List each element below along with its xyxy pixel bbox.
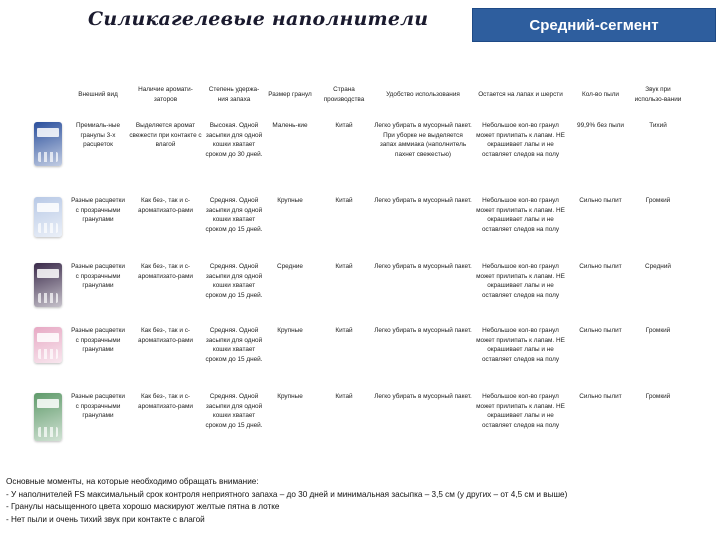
cell-odor-control: Средняя. Одной засыпки для одной кошки хватает сроком до 15 дней. (205, 197, 263, 233)
cell-country: Китай (335, 263, 353, 270)
cell-fragrance: Как без-, так и с-ароматизато-рами (138, 263, 193, 280)
cell-fragrance: Как без-, так и с-ароматизато-рами (138, 327, 193, 344)
cell-odor-control: Высокая. Одной засыпки для одной кошки хватает сроком до 30 дней. (205, 122, 263, 158)
header-odor-control: Степень удержа-ния запаха (208, 86, 260, 103)
note-item: - Гранулы насыщенного цвета хорошо маскируют желтые пятна в лотке (6, 502, 280, 511)
cell-appearance: Разные расцветки с прозрачными гранулами (71, 263, 125, 290)
cell-granule-size: Крупные (277, 197, 303, 204)
cell-tracking: Небольшое кол-во гранул может прилипать к лапам. НЕ окрашивает лапы и не оставляет следов на полу (476, 327, 565, 363)
comparison-table (28, 70, 716, 465)
segment-banner: Средний-сегмент (472, 8, 716, 42)
light-package-icon (34, 197, 62, 237)
product-image-cell (28, 391, 68, 465)
pink-package-icon (34, 327, 62, 363)
cell-fragrance: Выделяется аромат свежести при контакте с влагой (129, 122, 202, 149)
cell-granule-size: Средние (277, 263, 303, 270)
cell-convenience: Легко убирать в мусорный пакет. (374, 327, 472, 334)
cell-appearance: Премиаль-ные гранулы 3-х расцветок (75, 122, 121, 149)
cell-granule-size: Крупные (277, 393, 303, 400)
cell-odor-control: Средняя. Одной засыпки для одной кошки хватает сроком до 15 дней. (205, 263, 263, 299)
header-convenience: Удобство использования (386, 91, 460, 99)
header-dust: Кол-во пыли (582, 91, 619, 99)
cell-sound: Громкий (645, 327, 671, 334)
cell-sound: Громкий (645, 197, 671, 204)
product-image-cell (28, 195, 68, 261)
cell-sound: Средний (645, 263, 671, 270)
cell-dust: Сильно пылит (579, 393, 622, 400)
product-image-cell (28, 261, 68, 325)
cell-dust: 99,9% без пыли (577, 122, 624, 129)
note-item: - Нет пыли и очень тихий звук при контакте с влагой (6, 514, 205, 524)
cell-country: Китай (335, 327, 353, 334)
cell-odor-control: Средняя. Одной засыпки для одной кошки хватает сроком до 15 дней. (205, 393, 263, 429)
green-package-icon (34, 393, 62, 441)
note-item: - У наполнителей FS максимальный срок контроля неприятного запаха – до 30 дней и минимальная засыпка – 3,5 см (у других – от 4,5 см и выше) (6, 489, 568, 499)
cell-country: Китай (335, 393, 353, 400)
product-image-cell (28, 325, 68, 391)
notes-block (6, 476, 716, 526)
cell-country: Китай (335, 122, 353, 129)
cell-tracking: Небольшое кол-во гранул может прилипать к лапам. НЕ окрашивает лапы и не оставляет следов на полу (476, 197, 565, 233)
blue-package-icon (34, 122, 62, 166)
cell-tracking: Небольшое кол-во гранул может прилипать к лапам. НЕ окрашивает лапы и не оставляет следов на полу (476, 393, 565, 429)
cell-appearance: Разные расцветки с прозрачными гранулами (71, 327, 125, 354)
header-granule-size: Размер гранул (268, 91, 312, 99)
page-title: Силикагелевые наполнители (88, 8, 429, 30)
cell-sound: Громкий (645, 393, 671, 400)
cell-dust: Сильно пылит (579, 197, 622, 204)
cell-appearance: Разные расцветки с прозрачными гранулами (71, 197, 125, 224)
header-tracking: Остается на лапах и шерсти (478, 91, 563, 99)
header-fragrance: Наличие аромати-заторов (138, 86, 193, 103)
header-appearance: Внешний вид (78, 91, 118, 99)
cell-convenience: Легко убирать в мусорный пакет. При уборке не выделяется запах аммиака (наполнитель пахнет свежестью) (374, 122, 472, 158)
cell-fragrance: Как без-, так и с-ароматизато-рами (138, 197, 193, 214)
cell-tracking: Небольшое кол-во гранул может прилипать к лапам. НЕ окрашивает лапы и не оставляет следов на полу (476, 263, 565, 299)
header-sound: Звук при использо-вании (634, 86, 682, 103)
dark-package-icon (34, 263, 62, 307)
cell-granule-size: Малень-кие (272, 122, 308, 129)
cell-appearance: Разные расцветки с прозрачными гранулами (71, 393, 125, 420)
header-spacer (28, 70, 68, 120)
cell-odor-control: Средняя. Одной засыпки для одной кошки хватает сроком до 15 дней. (205, 327, 263, 363)
cell-country: Китай (335, 197, 353, 204)
cell-granule-size: Крупные (277, 327, 303, 334)
cell-sound: Тихий (649, 122, 667, 129)
product-image-cell (28, 120, 68, 195)
cell-dust: Сильно пылит (579, 263, 622, 270)
cell-convenience: Легко убирать в мусорный пакет. (374, 197, 472, 204)
cell-convenience: Легко убирать в мусорный пакет. (374, 393, 472, 400)
cell-fragrance: Как без-, так и с-ароматизато-рами (138, 393, 193, 410)
cell-tracking: Небольшое кол-во гранул может прилипать к лапам. НЕ окрашивает лапы и не оставляет следов на полу (476, 122, 565, 158)
cell-convenience: Легко убирать в мусорный пакет. (374, 263, 472, 270)
cell-dust: Сильно пылит (579, 327, 622, 334)
notes-heading: Основные моменты, на которые необходимо обращать внимание: (6, 477, 259, 486)
header-country: Страна производства (323, 86, 365, 103)
